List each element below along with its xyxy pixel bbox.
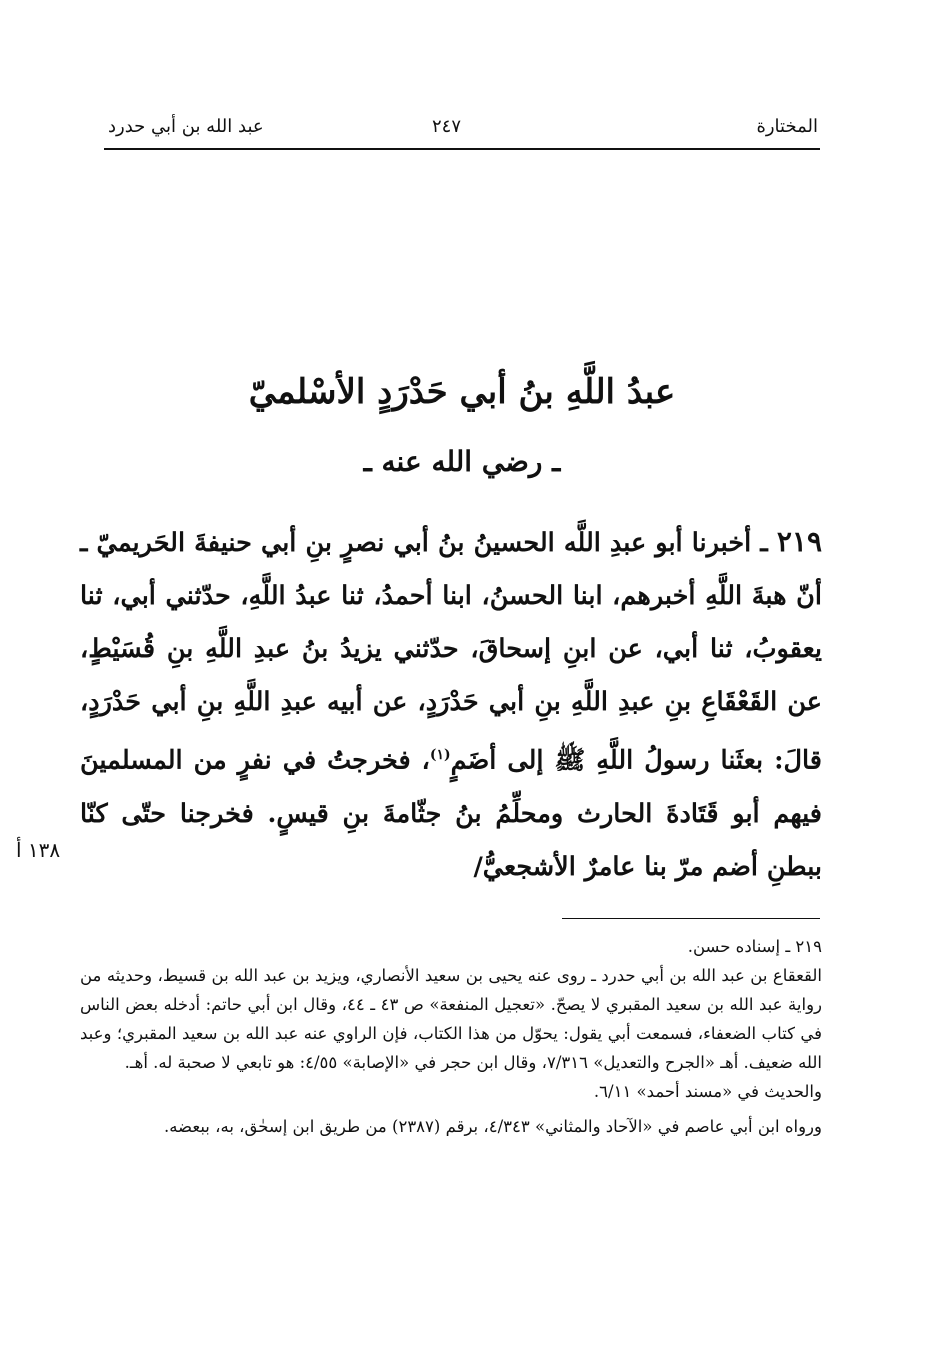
running-header: [104, 112, 820, 150]
hadith-body-part2: ، فخرجتُ في نفرٍ من المسلمينَ فيهم أبو قَتَادةَ الحارث ومحلِّمُ بنُ جثّامةَ بنِ قيسٍ. فخرجنا حتّى كنّا ببطنِ أضم مرّ بنا عامرٌ الأشجعيُّ/: [80, 745, 822, 882]
footnotes: [80, 932, 822, 1141]
hadith-body-part1: ـ أخبرنا أبو عبدِ اللَّه الحسينُ بنُ أبي نصرٍ بنِ أبي حنيفةَ الحَريميّ ـ أنّ هبةَ اللَّهِ أخبرهم، ابنا الحسنُ، ابنا أحمدُ، ثنا عبدُ اللَّهِ، حدّثني أبي، ثنا يعقوبُ، ثنا أبي، عن ابنِ إسحاقَ، حدّثني يزيدُ بنُ عبدِ اللَّهِ بنِ قُسَيْطٍ، عن القَعْقَاعِ بنِ عبدِ اللَّهِ بنِ أبي حَدْرَدٍ، عن أبيه عبدِ اللَّهِ بنِ أبي حَدْرَدٍ، قالَ: بعثَنا رسولُ اللَّهِ ﷺ إلى أضَمٍ: [80, 528, 822, 776]
hadith-text: [80, 515, 822, 894]
book-title: المختارة: [756, 116, 818, 137]
chapter-title: عبد الله بن أبي حدرد: [108, 116, 264, 137]
footnote-line: والحديث في «مسند أحمد» ٦/١١.: [593, 1082, 822, 1101]
hadith-number: ٢١٩: [776, 525, 822, 558]
page-number: ٢٤٧: [432, 116, 462, 137]
footnote-divider: [562, 918, 820, 919]
section-title: عبدُ اللَّهِ بنُ أبي حَدْرَدٍ الأسْلميّ: [248, 372, 676, 412]
footnote-paragraph: ورواه ابن أبي عاصم في «الآحاد والمثاني» ٤/٣٤٣، برقم (٢٣٨٧) من طريق ابن إسحٰق، به، ببعضه.: [163, 1117, 822, 1136]
footnote-reference: (١): [429, 747, 451, 763]
manuscript-folio-note: ١٣٨ أ: [16, 838, 61, 862]
footnote-paragraph: القعقاع بن عبد الله بن أبي حدرد ـ روى عنه يحيى بن سعيد الأنصاري، ويزيد بن عبد الله بن قسيط، وحديثه من رواية عبد الله بن سعيد المقبري لا يصحّ. «تعجيل المنفعة» ص ٤٣ ـ ٤٤، وقال ابن أبي حاتم: أدخله بعض الناس في كتاب الضعفاء، فسمعت أبي يقول: يحوّل من هذا الكتاب، فإن الراوي عنه عبد الله بن سعيد المقبري؛ وعبد الله ضعيف. أهـ «الجرح والتعديل» ٧/٣١٦، وقال ابن حجر في «الإصابة» ٤/٥٥: هو تابعي لا صحبة له. أهـ.: [80, 966, 823, 1072]
footnote-line: ٢١٩ ـ إسناده حسن.: [687, 937, 822, 956]
section-subtitle: ـ رضي الله عنه ـ: [363, 445, 561, 478]
